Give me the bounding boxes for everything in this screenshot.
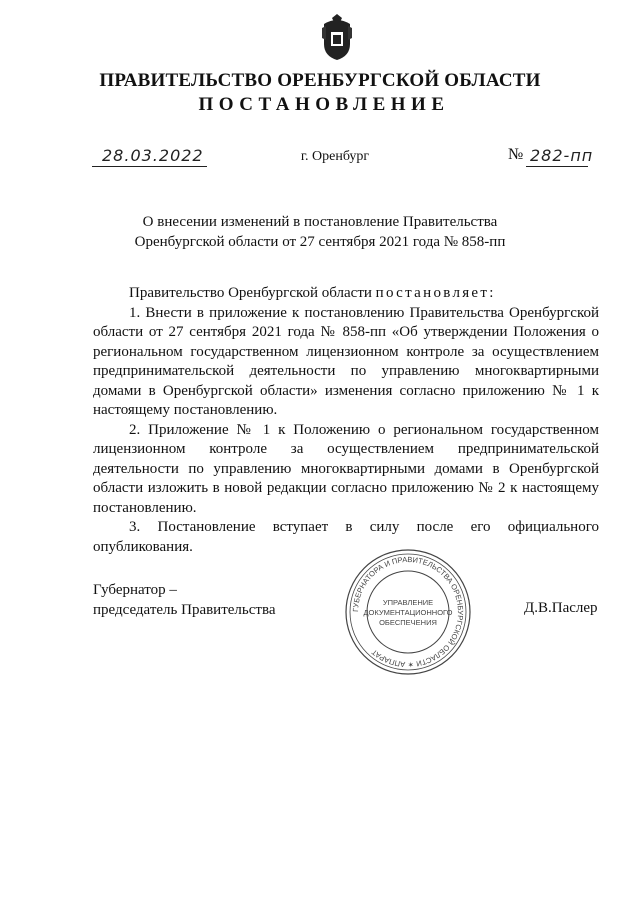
coat-of-arms-icon	[320, 14, 354, 62]
document-number: 282-пп	[530, 146, 594, 165]
subject-line-1: О внесении изменений в постановление Правительства	[142, 214, 498, 230]
resolution-intro	[93, 284, 599, 304]
number-underline	[526, 166, 588, 167]
clause-1: 1. Внести в приложение к постановлению Правительства Оренбургской области от 27 сентября 2021 года № 858-пп «Об утверждении Положения о региональном государственном лицензионном контроле за осуществлением предпринимательской деятельности по управлению многоквартирными домами в Оренбургской области» изменения согласно приложению № 1 к настоящему постановлению.	[93, 304, 599, 418]
stamp-outer-path: ГУБЕРНАТОРА И ПРАВИТЕЛЬСТВА ОРЕНБУРГСКОЙ ОБЛАСТИ ✶ АППАРАТ	[350, 554, 466, 670]
clause-3: 3. Постановление вступает в силу после его официального опубликования.	[93, 519, 599, 555]
official-stamp	[344, 548, 472, 676]
intro-prefix: Правительство Оренбургской области	[129, 285, 372, 301]
signatory-name: Д.В.Паслер	[524, 600, 598, 616]
clause-2: 2. Приложение № 1 к Положению о региональном государственном лицензионном контроле за осуществлением предпринимательской деятельности по управлению многоквартирными домами в Оренбургской области изложить в новой редакции согласно приложению № 2 к настоящему постановлению.	[93, 421, 599, 516]
stamp-inner-line-2: ДОКУМЕНТАЦИОННОГО	[363, 608, 453, 617]
date-underline	[92, 166, 207, 167]
document-type: ПОСТАНОВЛЕНИЕ	[198, 94, 450, 115]
document-body	[93, 284, 599, 557]
stamp-inner-line-3: ОБЕСПЕЧЕНИЯ	[379, 618, 437, 627]
signatory-title	[93, 581, 276, 620]
number-label: №	[508, 146, 524, 163]
document-city: г. Оренбург	[300, 149, 370, 164]
stamp-inner-line-1: УПРАВЛЕНИЕ	[382, 598, 434, 607]
subject-line-2: Оренбургской области от 27 сентября 2021 года № 858-пп	[134, 233, 506, 250]
signatory-title-line-2: председатель Правительства	[93, 601, 276, 618]
signatory-title-line-1: Губернатор –	[93, 582, 177, 598]
organization-title: ПРАВИТЕЛЬСТВО ОРЕНБУРГСКОЙ ОБЛАСТИ	[99, 70, 541, 91]
document-date: 28.03.2022	[102, 146, 204, 165]
document-subject	[0, 213, 640, 252]
intro-resolves: постановляет:	[375, 285, 496, 301]
